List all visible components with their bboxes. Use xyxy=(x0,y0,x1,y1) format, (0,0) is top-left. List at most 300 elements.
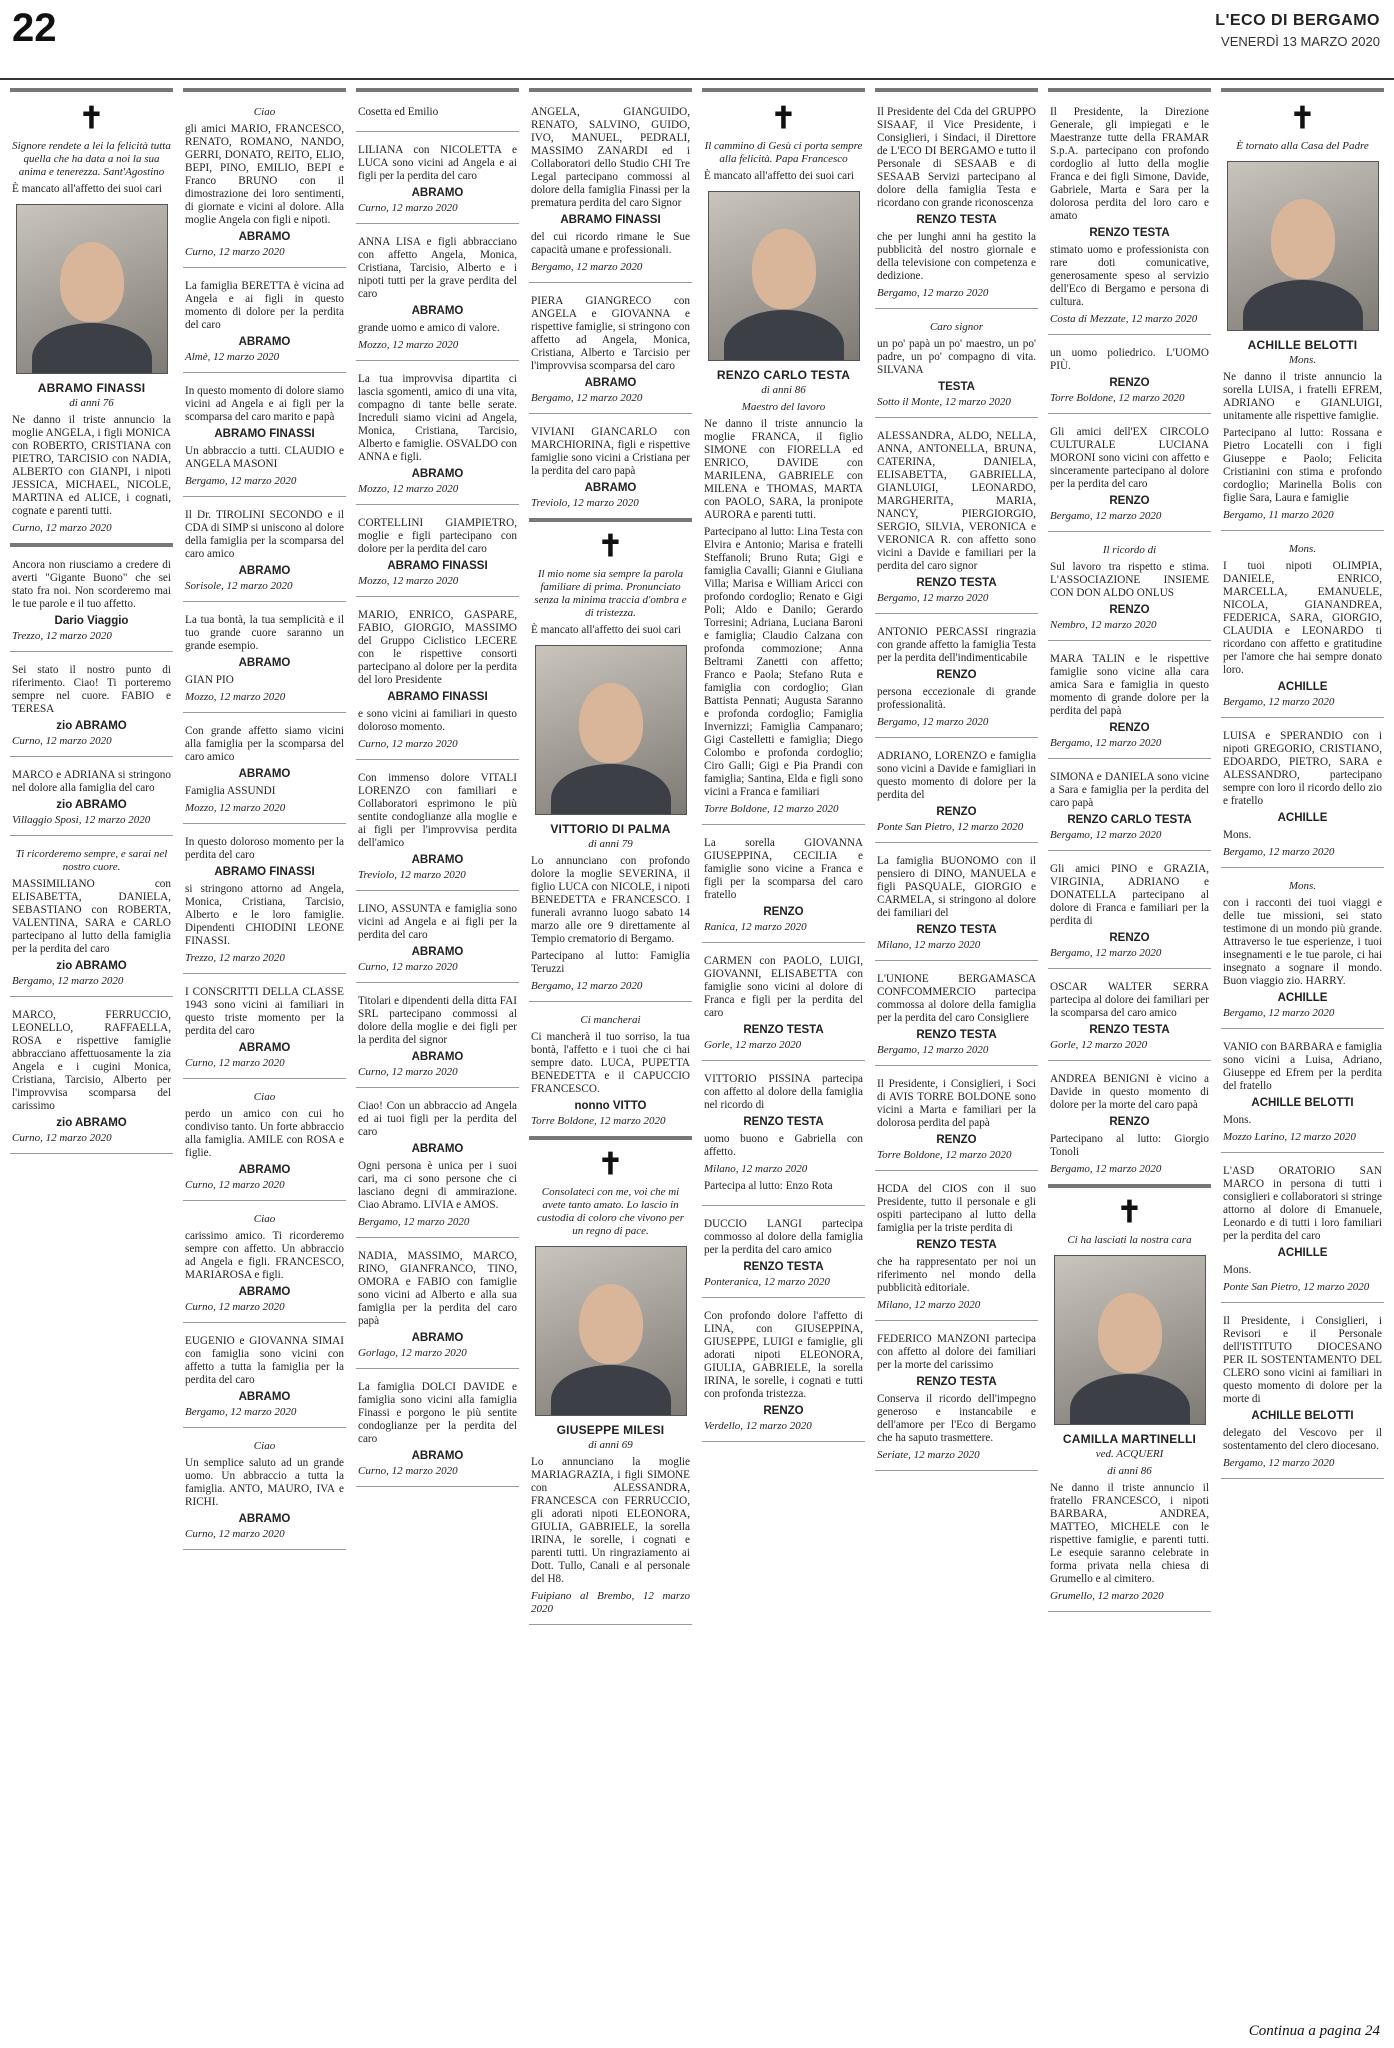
notice-place-date: Curno, 12 marzo 2020 xyxy=(12,522,112,534)
notice-body: Sei stato il nostro punto di riferimento. Ciao! Ti porteremo sempre nel cuore. FABIO e TERESA xyxy=(12,664,171,715)
notice-extra: Mons. xyxy=(1223,1264,1252,1276)
notice-body: PIERA GIANGRECO con ANGELA e GIOVANNA e rispettive famiglie, si stringono con affetto ad Angela, Monica, Cristiana, Alberto e Tarcisio per l'improvvisa scomparsa del caro xyxy=(531,295,690,372)
notice-place-date: Trezzo, 12 marzo 2020 xyxy=(185,952,285,964)
notice-place-date: Almè, 12 marzo 2020 xyxy=(185,351,280,363)
obituary-notice xyxy=(875,847,1038,961)
obituary-notice xyxy=(356,1373,519,1487)
notice-place-date: Bergamo, 12 marzo 2020 xyxy=(1223,1007,1335,1019)
cross-icon: ✝ xyxy=(1289,102,1316,135)
obituary-notice xyxy=(1048,536,1211,641)
notice-signature: ABRAMO xyxy=(238,1391,291,1403)
notice-body: VANIO con BARBARA e famiglia sono vicini a Luisa, Adriano, Giuseppe ed Efrem per la perdita del fratello xyxy=(1223,1041,1382,1092)
deceased-portrait xyxy=(535,1246,687,1416)
notice-signature: ABRAMO FINASSI xyxy=(560,214,661,226)
notice-body: I CONSCRITTI DELLA CLASSE 1943 sono vicini ai familiari in questo triste momento per la perdita del caro xyxy=(185,986,344,1037)
obituary-notice xyxy=(875,1175,1038,1321)
notice-signature: zio ABRAMO xyxy=(56,799,127,811)
notice-body: Un semplice saluto ad un grande uomo. Un abbraccio a tutta la famiglia. ANTO, MAURO, IVA e RICHI. xyxy=(185,1457,344,1508)
notice-place-date: Curno, 12 marzo 2020 xyxy=(358,202,458,214)
notice-body: MARCO e ADRIANA si stringono nel dolore alla famiglia del caro xyxy=(12,769,171,794)
notice-body: Gli amici dell'EX CIRCOLO CULTURALE LUCIANA MORONI sono vicini con affetto e sinceramente partecipano al dolore per la perdita del caro xyxy=(1050,426,1209,490)
notice-signature: RENZO TESTA xyxy=(916,1376,997,1388)
notice-extra: Mons. xyxy=(1223,1114,1252,1126)
notice-intro: È tornato alla Casa del Padre xyxy=(1236,140,1369,152)
notice-body: NADIA, MASSIMO, MARCO, RINO, GIANFRANCO, TINO, OMORA e FABIO con famiglie sono vicini ad Alberto e alla sua famiglia per la perdita del caro papà xyxy=(358,1250,517,1327)
deceased-name: CAMILLA MARTINELLI xyxy=(1062,1432,1197,1446)
notice-body: Ne danno il triste annuncio la moglie FRANCA, il figlio SIMONE con FIORELLA ed ENRICO, DAVIDE con MARILENA, GABRIELE con MILENA e THOMAS, MARTA con PAOLO, SARA, la pronipote AURORA e parenti tutti. xyxy=(704,418,863,521)
notice-intro: Mons. xyxy=(1288,543,1317,555)
notice-body: perdo un amico con cui ho condiviso tanto. Un forte abbraccio alla famiglia. AMILE con ROSA e figlie. xyxy=(185,1108,344,1159)
notice-body: In questo momento di dolore siamo vicini ad Angela e ai figli per la scomparsa del caro marito e papà xyxy=(185,385,344,423)
notice-body: carissimo amico. Ti ricorderemo sempre con affetto. Un abbraccio ad Angela e figli. FRANCESCO, MARIAROSA e figli. xyxy=(185,1230,344,1281)
continue-note: Continua a pagina 24 xyxy=(1248,2023,1380,2039)
notice-body: CORTELLINI GIAMPIETRO, moglie e figli partecipano con dolore per la perdita del caro xyxy=(358,517,517,555)
notice-place-date: Torre Boldone, 12 marzo 2020 xyxy=(531,1115,666,1127)
notice-signature: ABRAMO xyxy=(411,946,464,958)
notice-place-date: Grumello, 12 marzo 2020 xyxy=(1050,1590,1164,1602)
notice-place-date: Bergamo, 12 marzo 2020 xyxy=(531,392,643,404)
notice-signature: RENZO xyxy=(1109,932,1150,944)
obituary-notice xyxy=(10,761,173,836)
notice-body: OSCAR WALTER SERRA partecipa al dolore dei familiari per la scomparsa del caro amico xyxy=(1050,981,1209,1019)
notice-place-date: Milano, 12 marzo 2020 xyxy=(704,1163,808,1175)
notice-body: ANTONIO PERCASSI ringrazia con grande affetto la famiglia Testa per la perdita dell'indimenticabile xyxy=(877,626,1036,664)
notice-place-date: Bergamo, 12 marzo 2020 xyxy=(531,261,643,273)
notice-place-date: Costa di Mezzate, 12 marzo 2020 xyxy=(1050,313,1198,325)
notice-place-date: Bergamo, 12 marzo 2020 xyxy=(877,592,989,604)
obituary-notice xyxy=(1221,1157,1384,1303)
notice-signature: ABRAMO xyxy=(238,336,291,348)
obituary-notice xyxy=(529,287,692,414)
notice-signature: Dario Viaggio xyxy=(54,615,129,627)
notice-signature: ACHILLE xyxy=(1277,992,1328,1004)
notice-place-date: Bergamo, 12 marzo 2020 xyxy=(1223,696,1335,708)
notice-signature: ABRAMO xyxy=(238,1042,291,1054)
cross-icon: ✝ xyxy=(597,530,624,563)
notice-body: MARA TALIN e le rispettive famiglie sono vicine alla cara amica Sara e famiglia in questo momento di grande dolore per la perdita del papà xyxy=(1050,653,1209,717)
notice-signature: ABRAMO xyxy=(584,377,637,389)
obituary-notice xyxy=(1048,1065,1211,1188)
notice-body: Ne danno il triste annuncio la sorella LUISA, i fratelli EFREM, ADRIANO e GIANLUIGI, unitamente alle rispettive famiglie. xyxy=(1223,371,1382,422)
notice-signature: ABRAMO xyxy=(411,1332,464,1344)
notice-place-date: Bergamo, 12 marzo 2020 xyxy=(1050,947,1162,959)
notice-signature: ACHILLE xyxy=(1277,812,1328,824)
notice-intro: Consolateci con me, voi che mi avete tanto amato. Lo lascio in custodia di coloro che vivono per un regno di pace. xyxy=(536,1186,685,1237)
notice-intro: Ci ha lasciati la nostra cara xyxy=(1067,1234,1192,1246)
notice-intro: Signore rendete a lei la felicità tutta quella che ha data a noi la sua anima e tenerezza. Sant'Agostino xyxy=(12,140,171,178)
notice-extra: Partecipano al lutto: Famiglia Teruzzi xyxy=(531,950,690,975)
notice-extra: Un abbraccio a tutti. CLAUDIO e ANGELA MASONI xyxy=(185,445,344,470)
notice-place-date: Mozzo, 12 marzo 2020 xyxy=(185,802,286,814)
obituary-notice xyxy=(702,98,865,825)
notice-body: L'ASD ORATORIO SAN MARCO in persona di tutti i consiglieri e collaboratori si stringe attorno al dolore di Emanuele, Leonardo e di tutti i loro familiari per la perdita del caro xyxy=(1223,1165,1382,1242)
notice-intro: Il mio nome sia sempre la parola familiare di prima. Pronunciato senza la minima traccia d'ombra e di tristezza. xyxy=(534,568,687,619)
cross-icon: ✝ xyxy=(1116,1196,1143,1229)
deceased-title: Maestro del lavoro xyxy=(741,401,826,413)
notice-body: Ci mancherà il tuo sorriso, la tua bontà, l'affetto e i tuoi che ci hai sempre dato. LUCA, PUPETTA BENEDETTA e il CAPUCCIO FRANCESCO. xyxy=(531,1031,690,1095)
column-6 xyxy=(875,88,1038,2013)
obituary-notice xyxy=(356,601,519,760)
notice-place-date: Trezzo, 12 marzo 2020 xyxy=(12,630,112,642)
notice-place-date: Gorle, 12 marzo 2020 xyxy=(1050,1039,1148,1051)
notice-extra: Partecipano al lutto: Giorgio Tonoli xyxy=(1050,1133,1209,1158)
deceased-age: di anni 79 xyxy=(588,838,633,850)
deceased-name: RENZO CARLO TESTA xyxy=(716,368,851,382)
notice-body: Lo annunciano con profondo dolore la moglie SEVERINA, il figlio LUCA con NICOLE, i nipoti BENEDETTA e FRANCESCO. I funerali avranno luogo sabato 14 marzo alle ore 9 direttamente al Tempio crematorio di Bergamo. xyxy=(531,855,690,945)
notice-body: MARCO, FERRUCCIO, LEONELLO, RAFFAELLA, ROSA e rispettive famiglie abbracciano affettuosamente la zia Angela e i cugini Monica, Cristiana, Tarcisio, Alberto per l'improvvisa scomparsa del carissimo xyxy=(12,1009,171,1112)
notice-extra: uomo buono e Gabriella con affetto. xyxy=(704,1133,863,1158)
obituary-notice xyxy=(875,422,1038,614)
column-2 xyxy=(183,88,346,2013)
notice-body: CARMEN con PAOLO, LUIGI, GIOVANNI, ELISABETTA con famiglie sono vicini al dolore di Franca e figli per la perdita del caro xyxy=(704,955,863,1019)
obituary-notice xyxy=(1221,98,1384,531)
notice-signature: RENZO TESTA xyxy=(1089,1024,1170,1036)
obituary-notice xyxy=(356,228,519,361)
notice-place-date: Torre Boldone, 12 marzo 2020 xyxy=(1050,392,1185,404)
notice-place-date: Curno, 12 marzo 2020 xyxy=(185,246,285,258)
notice-extra: che ha rappresentato per noi un riferimento nel mondo della pubblicità editoriale. xyxy=(877,1256,1036,1294)
notice-place-date: Bergamo, 12 marzo 2020 xyxy=(1050,737,1162,749)
obituary-notice xyxy=(183,501,346,602)
obituary-notice xyxy=(875,313,1038,418)
notice-signature: ABRAMO xyxy=(238,231,291,243)
notice-signature: zio ABRAMO xyxy=(56,720,127,732)
notice-body: Con immenso dolore VITALI LORENZO con familiari e Collaboratori esprimono le più sentite condoglianze alla moglie e ai figli per l'improvvisa perdita dell'amico xyxy=(358,772,517,849)
notice-place-date: Ponte San Pietro, 12 marzo 2020 xyxy=(877,821,1024,833)
notice-body: MARIO, ENRICO, GASPARE, FABIO, GIORGIO, MASSIMO del Gruppo Ciclistico LECERE con le rispettive consorti partecipano al dolore per la perdita del loro Presidente xyxy=(358,609,517,686)
notice-extra: grande uomo e amico di valore. xyxy=(358,322,500,334)
obituary-notice xyxy=(529,526,692,1002)
notice-body: Il Presidente, la Direzione Generale, gli impiegati e le Maestranze tutte della FRAMAR S.p.A. partecipano con profondo cordoglio al lutto della moglie Franca e dei figli Simone, Davide, Gabriele, Marta e Sara per la dolorosa perdita del loro caro e amato xyxy=(1050,106,1209,222)
notice-signature: ABRAMO FINASSI xyxy=(387,560,488,572)
newspaper-name: L'ECO DI BERGAMO xyxy=(1215,12,1380,29)
obituary-notice xyxy=(702,1302,865,1442)
obituary-notice xyxy=(10,840,173,997)
obituary-notice xyxy=(356,895,519,983)
notice-body: Il Presidente del Cda del GRUPPO SISAAF, il Vice Presidente, i Consiglieri, i Sindaci, il Direttore de L'ECO DI BERGAMO e tutto il Personale di SESAAB e di SESAAB Servizi partecipano al dolore della famiglia Testa e ricordano con grande riconoscenza xyxy=(877,106,1036,209)
notice-extra: si stringono attorno ad Angela, Monica, Cristiana, Tarcisio, Alberto e le loro famiglie. Dipendenti CHIODINI LEONE FINASSI. xyxy=(185,883,344,947)
notice-signature: RENZO xyxy=(936,806,977,818)
notice-body: un po' papà un po' maestro, un po' padre, un po' compagno di vita. SILVANA xyxy=(877,338,1036,376)
obituary-notice xyxy=(1221,535,1384,718)
obituary-notice xyxy=(875,742,1038,843)
notice-body: ANDREA BENIGNI è vicino a Davide in questo momento di dolore per la morte del caro papà xyxy=(1050,1073,1209,1111)
notice-place-date: Treviolo, 12 marzo 2020 xyxy=(358,869,466,881)
notice-body: HCDA del CIOS con il suo Presidente, tutto il personale e gli ospiti partecipano al lutto della famiglia per la triste perdita di xyxy=(877,1183,1036,1234)
notice-signature: ABRAMO xyxy=(411,854,464,866)
notice-body: Ne danno il triste annuncio il fratello FRANCESCO, i nipoti BARBARA, ANDREA, MATTEO, MICHELE con le rispettive famiglie, e parenti tutti. Le esequie saranno celebrate in forma privata nella chiesa di Grumello e al cimitero. xyxy=(1050,1482,1209,1585)
obituary-notice xyxy=(875,1325,1038,1471)
cross-icon: ✝ xyxy=(770,102,797,135)
notice-signature: ABRAMO xyxy=(411,468,464,480)
notice-signature: RENZO TESTA xyxy=(743,1024,824,1036)
obituary-notice xyxy=(10,1001,173,1154)
notice-body: La tua bontà, la tua semplicità e il tuo grande cuore saranno un grande esempio. xyxy=(185,614,344,652)
notice-signature: ABRAMO xyxy=(411,1143,464,1155)
obituary-notice xyxy=(875,965,1038,1066)
obituary-notice xyxy=(529,1006,692,1140)
obituary-columns xyxy=(10,88,1384,2013)
notice-intro: Caro signor xyxy=(929,321,984,333)
notice-signature: RENZO xyxy=(1109,722,1150,734)
notice-place-date: Ponte San Pietro, 12 marzo 2020 xyxy=(1223,1281,1370,1293)
obituary-notice xyxy=(10,656,173,757)
notice-signature: ABRAMO xyxy=(238,1164,291,1176)
notice-body: Il Presidente, i Consiglieri, i Soci di AVIS TORRE BOLDONE sono vicini a Marta e familiari per la dolorosa perdita del papà xyxy=(877,1078,1036,1129)
obituary-notice xyxy=(702,1065,865,1206)
obituary-notice xyxy=(183,1432,346,1550)
deceased-name: VITTORIO DI PALMA xyxy=(550,822,671,836)
notice-signature: RENZO xyxy=(1109,495,1150,507)
notice-signature: RENZO xyxy=(763,906,804,918)
notice-place-date: Curno, 12 marzo 2020 xyxy=(358,1066,458,1078)
notice-signature: ABRAMO xyxy=(411,1450,464,1462)
notice-signature: RENZO xyxy=(763,1405,804,1417)
obituary-notice xyxy=(875,1070,1038,1171)
obituary-notice xyxy=(1048,645,1211,759)
notice-body: DUCCIO LANGI partecipa commosso al dolore della famiglia per la perdita del caro amico xyxy=(704,1218,863,1256)
notice-place-date: Curno, 12 marzo 2020 xyxy=(12,735,112,747)
deceased-name-2: Mons. xyxy=(1288,354,1317,366)
deceased-age: di anni 86 xyxy=(1107,1465,1152,1477)
obituary-notice xyxy=(529,98,692,283)
notice-extra: del cui ricordo rimane le Sue capacità umane e professionali. xyxy=(531,231,690,256)
notice-place-date: Bergamo, 12 marzo 2020 xyxy=(12,975,124,987)
issue-date: VENERDÌ 13 MARZO 2020 xyxy=(1221,34,1380,49)
page-number: 22 xyxy=(12,6,57,50)
notice-intro-2: È mancato all'affetto dei suoi cari xyxy=(12,183,162,195)
notice-body: La tua improvvisa dipartita ci lascia sgomenti, amico di una vita, compagno di tante belle serate. Increduli siamo vicini ad Angela, Monica, Cristiana, Tarcisio, Alberto e famiglie. OSVALDO con ANNA e figli. xyxy=(358,373,517,463)
obituary-notice xyxy=(529,418,692,522)
notice-place-date: Curno, 12 marzo 2020 xyxy=(12,1132,112,1144)
notice-body: La famiglia DOLCI DAVIDE e famiglia sono vicini alla famiglia Finassi e porgono le più sentite condoglianze per la perdita del caro xyxy=(358,1381,517,1445)
notice-place-date: Torre Boldone, 12 marzo 2020 xyxy=(704,803,839,815)
notice-body: SIMONA e DANIELA sono vicine a Sara e famiglia per la perdita del caro papà xyxy=(1050,771,1209,809)
notice-place-date: Villaggio Sposi, 12 marzo 2020 xyxy=(12,814,151,826)
deceased-name: ACHILLE BELOTTI xyxy=(1247,338,1358,352)
deceased-name: GIUSEPPE MILESI xyxy=(556,1423,665,1437)
notice-signature: ABRAMO xyxy=(411,1051,464,1063)
notice-extra: Famiglia ASSUNDI xyxy=(185,785,276,797)
notice-intro: Ciao xyxy=(253,106,276,118)
obituary-notice xyxy=(356,1242,519,1369)
notice-signature: RENZO TESTA xyxy=(1089,227,1170,239)
obituary-notice xyxy=(356,98,519,132)
notice-intro-2: È mancato all'affetto dei suoi cari xyxy=(704,170,854,182)
obituary-notice xyxy=(1048,339,1211,414)
notice-body: La sorella GIOVANNA GIUSEPPINA, CECILIA e famiglie sono vicine a Franca e figli per la scomparsa del caro fratello xyxy=(704,837,863,901)
notice-body: Ne danno il triste annuncio la moglie ANGELA, i figli MONICA con ROBERTO, CRISTIANA con PIETRO, TARCISIO con NADIA, ALBERTO con GIANPI, i nipoti JESSICA, MICHAEL, NICOLE, MARTINA ed ALICE, i cognati, cognate e parenti tutti. xyxy=(12,414,171,517)
obituary-notice xyxy=(1221,1307,1384,1479)
notice-intro: Ci mancherai xyxy=(580,1014,641,1026)
notice-signature: zio ABRAMO xyxy=(56,960,127,972)
notice-body: Cosetta ed Emilio xyxy=(358,106,439,118)
notice-place-date: Torre Boldone, 12 marzo 2020 xyxy=(877,1149,1012,1161)
notice-signature: ABRAMO xyxy=(238,768,291,780)
obituary-notice xyxy=(529,1144,692,1625)
notice-place-date: Curno, 12 marzo 2020 xyxy=(185,1057,285,1069)
notice-signature: RENZO TESTA xyxy=(743,1261,824,1273)
notice-place-date: Curno, 12 marzo 2020 xyxy=(358,738,458,750)
notice-place-date: Curno, 12 marzo 2020 xyxy=(185,1301,285,1313)
column-4 xyxy=(529,88,692,2013)
notice-body: Lo annunciano la moglie MARIAGRAZIA, i figli SIMONE con ALESSANDRA, FRANCESCA con FERRUCCIO, gli adorati nipoti ELEONORA, GIULIA, GABRIELE, la sorella IRINA, le sorelle, i cognati e parenti tutti. Un ringraziamento ai Dott. Tullo, Canali e al personale del H8. xyxy=(531,1456,690,1585)
notice-signature: RENZO TESTA xyxy=(916,577,997,589)
notice-place-date: Gorle, 12 marzo 2020 xyxy=(704,1039,802,1051)
obituary-notice xyxy=(1048,1192,1211,1612)
notice-intro: Ciao xyxy=(253,1440,276,1452)
obituary-notice xyxy=(183,978,346,1079)
notice-body: EUGENIO e GIOVANNA SIMAI con famiglia sono vicini con affetto a tutta la famiglia per la perdita del caro xyxy=(185,1335,344,1386)
notice-place-date: Curno, 12 marzo 2020 xyxy=(185,1179,285,1191)
notice-signature: RENZO xyxy=(1109,377,1150,389)
notice-signature: RENZO CARLO TESTA xyxy=(1067,814,1192,826)
notice-extra: stimato uomo e professionista con rare doti comunicative, generosamente speso al servizio dell'Eco di Bergamo e persona di cultura. xyxy=(1050,244,1209,308)
obituary-notice xyxy=(1221,1033,1384,1153)
notice-place-date: Ponteranica, 12 marzo 2020 xyxy=(704,1276,830,1288)
notice-signature: ABRAMO xyxy=(238,565,291,577)
notice-place-date: Gorlago, 12 marzo 2020 xyxy=(358,1347,467,1359)
notice-place-date: Verdello, 12 marzo 2020 xyxy=(704,1420,812,1432)
notice-body: LUISA e SPERANDIO con i nipoti GREGORIO, CRISTIANO, EDOARDO, PIETRO, SARA e ALESSANDRO, partecipano sempre con loro il ricordo dello zio e fratello xyxy=(1223,730,1382,807)
obituary-notice xyxy=(1048,763,1211,851)
notice-body: VITTORIO PISSINA partecipa con affetto al dolore della famiglia nel ricordo di xyxy=(704,1073,863,1111)
notice-place-date: Milano, 12 marzo 2020 xyxy=(877,939,981,951)
notice-signature: ABRAMO xyxy=(238,1513,291,1525)
obituary-notice xyxy=(183,272,346,373)
notice-signature: ABRAMO xyxy=(584,482,637,494)
notice-body: gli amici MARIO, FRANCESCO, RENATO, ROMANO, NANDO, GERRI, DONATO, REITO, ELIO, BEPI, PINO, EMILIO, BEPI e Franco BRUNO con il dimostrazione dei loro sentimenti, di giornate e vicini al dolore. Alla moglie Angela con figli e nipoti. xyxy=(185,123,344,226)
page-header xyxy=(0,0,1394,80)
notice-extra: persona eccezionale di grande professionalità. xyxy=(877,686,1036,711)
notice-body: LINO, ASSUNTA e famiglia sono vicini ad Angela e ai figli per la perdita del caro xyxy=(358,903,517,941)
notice-place-date: Bergamo, 12 marzo 2020 xyxy=(1050,1163,1162,1175)
notice-signature: zio ABRAMO xyxy=(56,1117,127,1129)
obituary-notice xyxy=(1048,855,1211,969)
notice-signature: ABRAMO FINASSI xyxy=(214,866,315,878)
notice-place-date: Ranica, 12 marzo 2020 xyxy=(704,921,807,933)
obituary-notice xyxy=(1048,98,1211,335)
notice-signature: ACHILLE xyxy=(1277,1247,1328,1259)
notice-place-date: Mozzo, 12 marzo 2020 xyxy=(185,691,286,703)
obituary-notice xyxy=(1221,872,1384,1029)
notice-signature: RENZO TESTA xyxy=(916,1029,997,1041)
obituary-notice xyxy=(183,377,346,497)
deceased-age: di anni 76 xyxy=(69,397,114,409)
obituary-notice xyxy=(183,1327,346,1428)
notice-body: Il Dr. TIROLINI SECONDO e il CDA di SIMP si uniscono al dolore della famiglia per la scomparsa del caro amico xyxy=(185,509,344,560)
column-1 xyxy=(10,88,173,2013)
notice-body: ANGELA, GIANGUIDO, RENATO, SALVINO, GUIDO, IVO, MANUEL, PEDRALI, MASSIMO ZANARDI ed i Collaboratori dello Studio CHI Tre Legal partecipano commossi al dolore della famiglia Finassi per la prematura perdita del caro Signor xyxy=(531,106,690,209)
notice-place-date: Seriate, 12 marzo 2020 xyxy=(877,1449,980,1461)
obituary-notice xyxy=(183,1205,346,1323)
notice-body: Con profondo dolore l'affetto di LINA, con GIUSEPPINA, GIUSEPPE, LUIGI e famiglie, gli adorati nipoti ELEONORA, GIULIA, GABRIELE, la sorella IRINA, le sorelle, i cognati e tutti con profonda tristezza. xyxy=(704,1310,863,1400)
notice-body: ADRIANO, LORENZO e famiglia sono vicini a Davide e famigliari in questo momento di dolore per la perdita del xyxy=(877,750,1036,801)
deceased-portrait xyxy=(1227,161,1379,331)
notice-body: La famiglia BERETTA è vicina ad Angela e ai figli in questo momento di dolore per la perdita del caro xyxy=(185,280,344,331)
notice-signature: ACHILLE xyxy=(1277,681,1328,693)
notice-intro: Ti ricorderemo sempre, e sarai nel nostro cuore. xyxy=(15,848,168,873)
notice-place-date: Bergamo, 12 marzo 2020 xyxy=(1050,829,1162,841)
notice-extra: che per lunghi anni ha gestito la pubblicità del nostro giornale e della televisione con competenza e dedizione. xyxy=(877,231,1036,282)
notice-extra: delegato del Vescovo per il sostentamento del clero diocesano. xyxy=(1223,1427,1382,1452)
obituary-notice xyxy=(702,947,865,1061)
notice-place-date: Bergamo, 12 marzo 2020 xyxy=(1223,846,1335,858)
obituary-notice xyxy=(1221,722,1384,868)
column-3 xyxy=(356,88,519,2013)
notice-signature: ABRAMO FINASSI xyxy=(387,691,488,703)
deceased-portrait xyxy=(1054,1255,1206,1425)
notice-intro: Il cammino di Gesù ci porta sempre alla felicità. Papa Francesco xyxy=(704,140,863,165)
notice-body: Titolari e dipendenti della ditta FAI SRL partecipano commossi al dolore della moglie e dei figli per la perdita del signor xyxy=(358,995,517,1046)
obituary-notice xyxy=(1048,418,1211,532)
notice-signature: ACHILLE BELOTTI xyxy=(1251,1410,1354,1422)
notice-signature: ABRAMO xyxy=(238,1286,291,1298)
column-7 xyxy=(1048,88,1211,2013)
notice-extra: GIAN PIO xyxy=(185,674,234,686)
notice-body: ANNA LISA e figli abbracciano con affetto Angela, Monica, Cristiana, Tarcisio, Alberto e i nipoti tutti per la grave perdita del caro xyxy=(358,236,517,300)
deceased-portrait xyxy=(16,204,168,374)
notice-body: Ciao! Con un abbraccio ad Angela ed ai tuoi figli per la perdita del caro xyxy=(358,1100,517,1138)
notice-signature: ABRAMO FINASSI xyxy=(214,428,315,440)
cross-icon: ✝ xyxy=(597,1148,624,1181)
notice-place-date: Treviolo, 12 marzo 2020 xyxy=(531,497,639,509)
notice-place-date: Mozzo, 12 marzo 2020 xyxy=(358,339,459,351)
notice-place-date: Fuipiano al Brembo, 12 marzo 2020 xyxy=(531,1590,690,1615)
notice-extra: Mons. xyxy=(1223,829,1252,841)
notice-signature: RENZO xyxy=(936,669,977,681)
obituary-notice xyxy=(183,828,346,974)
notice-intro-2: È mancato all'affetto dei suoi cari xyxy=(531,624,681,636)
notice-body: La famiglia BUONOMO con il pensiero di DINO, MANUELA e figli PASQUALE, GIORGIO e CARMELA, si stringono al dolore dei familiari del xyxy=(877,855,1036,919)
deceased-portrait xyxy=(535,645,687,815)
notice-signature: ABRAMO xyxy=(411,305,464,317)
notice-place-date: Curno, 12 marzo 2020 xyxy=(185,1528,285,1540)
notice-place-date: Bergamo, 11 marzo 2020 xyxy=(1223,509,1334,521)
obituary-notice xyxy=(356,987,519,1088)
notice-signature: TESTA xyxy=(938,381,975,393)
notice-place-date: Curno, 12 marzo 2020 xyxy=(358,1465,458,1477)
obituary-notice xyxy=(183,1083,346,1201)
obituary-notice xyxy=(875,618,1038,738)
notice-body: con i racconti dei tuoi viaggi e delle tue missioni, sei stato testimone di un mondo più grande. Attraverso le tue esperienze, i tuoi insegnamenti e le tue parole, ci hai insegnato a sognare il mondo. Buon viaggio zio. HARRY. xyxy=(1223,897,1382,987)
notice-body: In questo doloroso momento per la perdita del caro xyxy=(185,836,344,861)
notice-body: LILIANA con NICOLETTA e LUCA sono vicini ad Angela e ai figli per la perdita del caro xyxy=(358,144,517,182)
notice-place-date: Milano, 12 marzo 2020 xyxy=(877,1299,981,1311)
cross-icon: ✝ xyxy=(78,102,105,135)
notice-extra: Ogni persona è unica per i suoi cari, ma ci sono persone che ci lasciano degni di ammirazione. Ciao Abramo. LIVIA e AMOS. xyxy=(358,1160,517,1211)
notice-place-date: Bergamo, 12 marzo 2020 xyxy=(531,980,643,992)
notice-place-date: Mozzo, 12 marzo 2020 xyxy=(358,575,459,587)
notice-place-date: Bergamo, 12 marzo 2020 xyxy=(877,287,989,299)
obituary-notice xyxy=(702,829,865,943)
notice-intro: Ciao xyxy=(253,1213,276,1225)
deceased-portrait xyxy=(708,191,860,361)
deceased-age: di anni 86 xyxy=(761,384,806,396)
obituary-notice xyxy=(183,717,346,824)
notice-place-date: Bergamo, 12 marzo 2020 xyxy=(1050,510,1162,522)
deceased-name: ABRAMO FINASSI xyxy=(37,381,146,395)
notice-body: L'UNIONE BERGAMASCA CONFCOMMERCIO partecipa commossa al dolore della famiglia per la perdita del caro Consigliere xyxy=(877,973,1036,1024)
notice-intro: Il ricordo di xyxy=(1102,544,1157,556)
notice-body: Ancora non riusciamo a credere di averti "Gigante Buono" che sei stato fra noi. Non scorderemo mai le tue parole e il tuo affetto. xyxy=(12,559,171,610)
notice-body: ALESSANDRA, ALDO, NELLA, ANNA, ANTONELLA, BRUNA, CATERINA, DANIELA, ELISABETTA, GABRIELLA, GIANLUIGI, LEONARDO, MARGHERITA, MARIA, NANCY, PIERGIORGIO, SERGIO, SILVIA, VERONICA e VERONICA R. con affetto sono vicini a Davide e familiari per la perdita del caro signor xyxy=(877,430,1036,572)
obituary-notice xyxy=(875,98,1038,309)
notice-signature: ABRAMO xyxy=(411,187,464,199)
column-8 xyxy=(1221,88,1384,2013)
notice-place-date: Bergamo, 12 marzo 2020 xyxy=(877,716,989,728)
deceased-name-2: ved. ACQUERI xyxy=(1095,1448,1164,1460)
